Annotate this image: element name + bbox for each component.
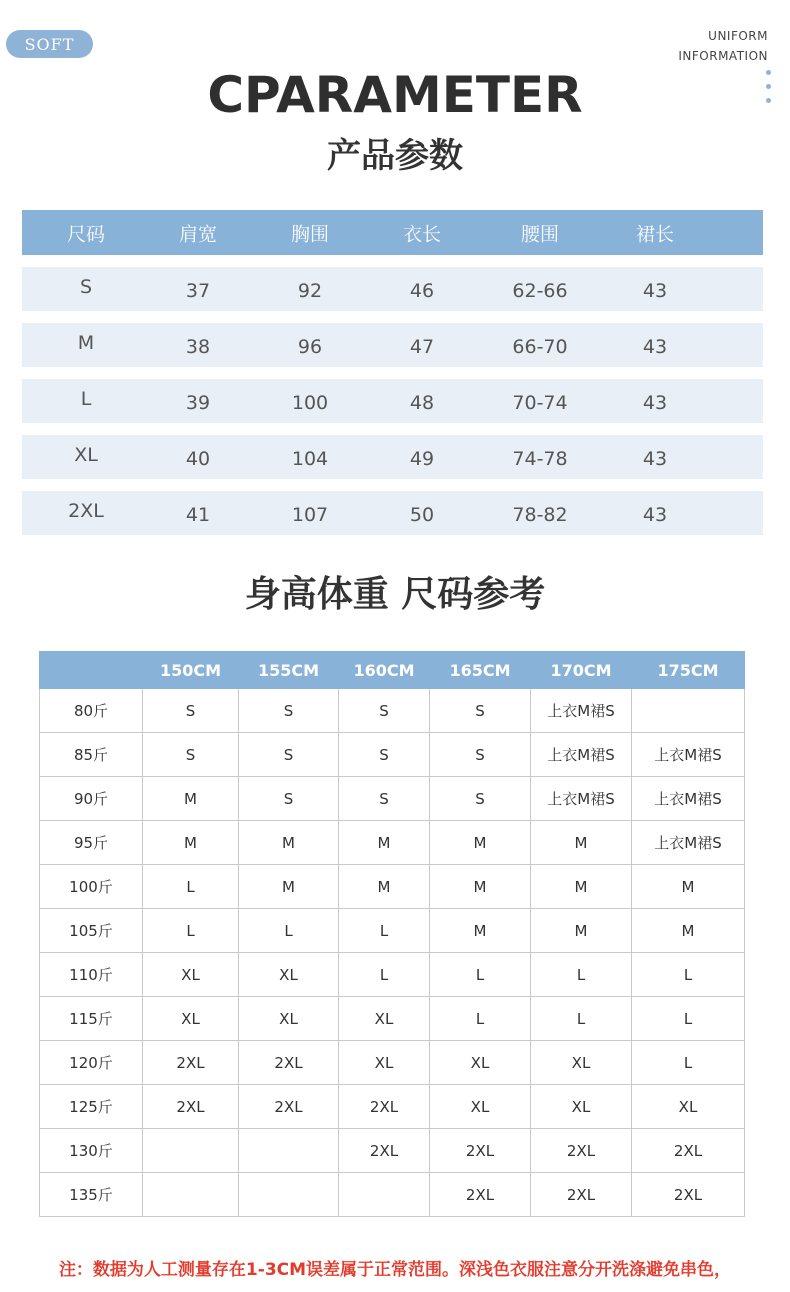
size-cell: 2XL [239,1041,339,1085]
size-cell [632,689,745,733]
size-cell: S [430,777,531,821]
size-cell: M [632,865,745,909]
size-cell: S [143,689,239,733]
table-row [40,1173,745,1217]
size-cell: 上衣M裙S [632,777,745,821]
table-row [40,865,745,909]
size-cell: S [339,733,430,777]
weight-cell: 90斤 [40,777,143,821]
size-cell: XL [339,1041,430,1085]
size-cell: M [143,777,239,821]
table-row [40,1129,745,1173]
footnote: 注：数据为人工测量存在1-3CM误差属于正常范围。深浅色衣服注意分开洗涤避免串色， [58,1260,732,1280]
size-cell: XL [339,997,430,1041]
size-cell: L [239,909,339,953]
size-cell: L [143,909,239,953]
size-cell: XL [632,1085,745,1129]
param-row [22,323,763,367]
table-row [40,909,745,953]
size-cell: 2XL [430,1129,531,1173]
size-cell: XL [143,997,239,1041]
height-header-cell: 165CM [430,652,531,689]
size-cell: XL [143,953,239,997]
param-cell: L [80,387,92,410]
param-cell: 41 [185,504,211,527]
size-cell [143,1129,239,1173]
param-cell: 43 [642,504,668,527]
size-cell: 上衣M裙S [531,689,632,733]
page-title: CPARAMETER [207,66,583,124]
size-cell: M [239,865,339,909]
size-cell: L [632,997,745,1041]
param-cell: 37 [185,280,211,303]
param-header-cell: 衣长 [402,223,442,245]
size-cell: S [430,733,531,777]
size-cell: 2XL [239,1085,339,1129]
table-row [40,1041,745,1085]
param-cell: 48 [409,392,435,415]
parameter-table [22,210,763,535]
param-cell: 66-70 [512,336,568,359]
weight-cell: 95斤 [40,821,143,865]
param-cell: 62-66 [512,280,568,303]
size-cell [239,1129,339,1173]
size-cell: M [531,909,632,953]
size-cell: L [143,865,239,909]
size-cell: L [339,909,430,953]
table-row [40,1085,745,1129]
param-cell: 43 [642,280,668,303]
weight-cell: 125斤 [40,1085,143,1129]
size-cell: 2XL [632,1129,745,1173]
weight-cell: 130斤 [40,1129,143,1173]
param-cell: 43 [642,448,668,471]
size-cell: XL [239,953,339,997]
param-cell: 38 [185,336,211,359]
table-row [40,997,745,1041]
soft-badge: SOFT [6,30,93,58]
size-cell: XL [531,1085,632,1129]
size-cell: 2XL [339,1129,430,1173]
size-cell: L [632,953,745,997]
size-cell: S [339,689,430,733]
param-cell: 78-82 [512,504,568,527]
size-cell: S [239,777,339,821]
height-header-cell: 150CM [143,652,239,689]
size-cell: L [339,953,430,997]
size-reference-table [39,651,745,1217]
size-cell: 2XL [531,1129,632,1173]
weight-cell: 100斤 [40,865,143,909]
param-cell: 43 [642,336,668,359]
size-cell: M [430,909,531,953]
size-cell: 2XL [430,1173,531,1217]
param-cell: 39 [185,392,211,415]
table-row [40,733,745,777]
size-cell: XL [531,1041,632,1085]
param-cell: 46 [409,280,435,303]
param-cell: 74-78 [512,448,568,471]
param-row [22,267,763,311]
size-cell: 上衣M裙S [531,777,632,821]
param-cell: M [77,331,95,354]
size-cell: S [239,733,339,777]
param-row [22,435,763,479]
param-cell: S [79,275,93,298]
size-cell: L [531,997,632,1041]
size-cell: S [430,689,531,733]
param-cell: 100 [291,392,329,415]
size-cell: 2XL [632,1173,745,1217]
param-cell: 40 [185,448,211,471]
size-cell: 2XL [143,1041,239,1085]
height-header-cell: 160CM [339,652,430,689]
param-cell: 96 [297,336,323,359]
param-row [22,491,763,535]
size-cell: L [632,1041,745,1085]
param-cell: 104 [291,448,329,471]
size-cell: S [339,777,430,821]
size-cell [143,1173,239,1217]
table-row [40,953,745,997]
size-cell: XL [430,1085,531,1129]
param-header-cell: 腰围 [520,223,560,245]
size-cell: M [339,821,430,865]
param-cell: 107 [291,504,329,527]
param-cell: XL [74,443,98,466]
size-cell: M [430,821,531,865]
size-cell: M [143,821,239,865]
weight-cell: 105斤 [40,909,143,953]
info-line-1: UNIFORM [708,29,768,43]
size-cell: 2XL [531,1173,632,1217]
weight-cell: 85斤 [40,733,143,777]
param-header-cell: 肩宽 [178,223,218,245]
height-header-cell: 175CM [632,652,745,689]
weight-cell: 110斤 [40,953,143,997]
table-row [40,689,745,733]
size-cell: M [239,821,339,865]
size-cell: M [531,865,632,909]
uniform-information [678,26,768,66]
grid-corner-cell [40,652,143,689]
table-row [40,777,745,821]
size-reference-title: 身高体重 尺码参考 [244,574,546,615]
size-cell: L [531,953,632,997]
param-header-cell: 尺码 [66,223,106,245]
param-cell: 50 [409,504,435,527]
size-cell: M [339,865,430,909]
size-cell: 上衣M裙S [632,821,745,865]
height-header-cell: 170CM [531,652,632,689]
param-header-cell: 胸围 [290,223,330,245]
size-cell [339,1173,430,1217]
size-cell: M [430,865,531,909]
param-row [22,379,763,423]
weight-cell: 80斤 [40,689,143,733]
parameter-table-header [22,210,763,255]
weight-cell: 135斤 [40,1173,143,1217]
size-cell: XL [430,1041,531,1085]
height-header-cell: 155CM [239,652,339,689]
param-cell: 47 [409,336,435,359]
size-cell [239,1173,339,1217]
param-header-cell: 裙长 [635,223,675,245]
size-cell: L [430,997,531,1041]
size-cell: XL [239,997,339,1041]
size-cell: S [143,733,239,777]
page-subtitle: 产品参数 [327,136,463,176]
size-cell: 2XL [339,1085,430,1129]
param-cell: 43 [642,392,668,415]
size-cell: 上衣M裙S [531,733,632,777]
size-cell: M [531,821,632,865]
size-cell: M [632,909,745,953]
weight-cell: 120斤 [40,1041,143,1085]
size-cell: 2XL [143,1085,239,1129]
size-cell: 上衣M裙S [632,733,745,777]
weight-cell: 115斤 [40,997,143,1041]
size-cell: L [430,953,531,997]
size-cell: S [239,689,339,733]
param-cell: 92 [297,280,323,303]
table-row [40,821,745,865]
info-line-2: INFORMATION [678,49,768,63]
param-cell: 2XL [68,499,104,522]
param-cell: 70-74 [512,392,568,415]
param-cell: 49 [409,448,435,471]
